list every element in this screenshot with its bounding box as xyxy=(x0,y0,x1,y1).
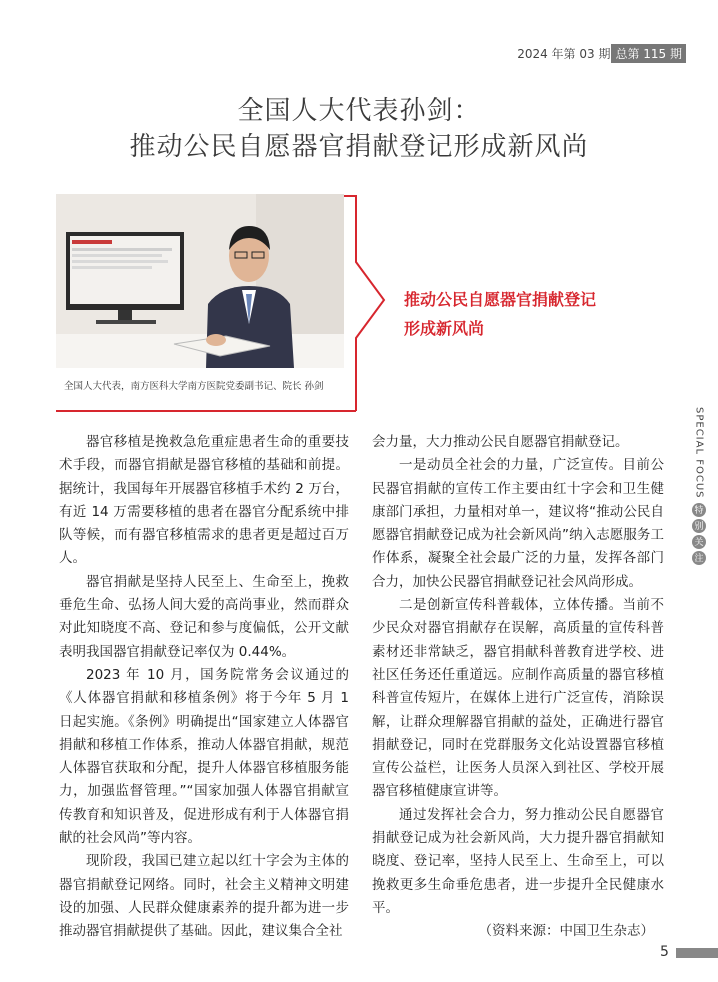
article-title-line2: 推动公民自愿器官捐献登记形成新风尚 xyxy=(129,132,589,162)
article-title-line1: 全国人大代表孙剑： xyxy=(237,96,481,126)
paragraph: 现阶段，我国已建立起以红十字会为主体的器官捐献登记网络。同时，社会主义精神文明建设的加强、人民群众健康素养的提升都为进一步推动器官捐献提供了基础。因此，建议集合全社 xyxy=(59,853,349,940)
paragraph: 二是创新宣传科普载体，立体传播。当前不少民众对器官捐献存在误解，高质量的宣传科普素材还非常缺乏，器官捐献科普教育进学校、进社区任务还任重道远。应制作高质量的器官移植科普宣传短片，在媒体上进行广泛宣传，消除误解，让群众理解器官捐献的益处，正确进行器官捐献登记，同时在党群服务文化站设置器官移植宣传公益栏，让医务人员深入到社区、学校开展器官移植健康宣讲等。 xyxy=(372,597,664,800)
body-column-left xyxy=(59,431,349,944)
body-column-right xyxy=(372,431,664,944)
paragraph: 通过发挥社会合力，努力推动公民自愿器官捐献登记成为社会新风尚，大力提升器官捐献知晓度、登记率，坚持人民至上、生命至上，可以挽救更多生命垂危患者，进一步提升全民健康水平。 xyxy=(372,806,664,916)
paragraph: 一是动员全社会的力量，广泛宣传。目前公民器官捐献的宣传工作主要由红十字会和卫生健康部门承担，力量相对单一，建议将“推动公民自愿器官捐献登记成为社会新风尚”纳入志愿服务工作体系，凝聚全社会最广泛的力量，发挥各部门合力，加快公民器官捐献登记社会风尚形成。 xyxy=(372,457,664,590)
section-label-char: 关 xyxy=(692,535,706,549)
section-label-char: 特 xyxy=(692,503,706,517)
section-label-char: 注 xyxy=(692,551,706,565)
side-title-line1: 推动公民自愿器官捐献登记 xyxy=(404,290,597,309)
source-note: （资料来源：中国卫生杂志） xyxy=(478,923,654,940)
issue-total-badge: 总第 115 期 xyxy=(611,44,686,63)
paragraph: 器官捐献是坚持人民至上、生命至上，挽救垂危生命、弘扬人间大爱的高尚事业，然而群众对此知晓度不高、登记和参与度偏低，公开文献表明我国器官捐献登记率仅为 0.44%。 xyxy=(59,573,349,660)
paragraph: 器官移植是挽救急危重症患者生命的重要技术手段，而器官捐献是器官移植的基础和前提。据统计，我国每年开展器官移植手术约 2 万台，有近 14 万需要移植的患者在器官分配系统中排队等候，而有器官移植需求的患者更是超过百万人。 xyxy=(59,434,349,567)
frame-bottom-line xyxy=(56,410,356,412)
issue-number: 2024 年第 03 期 xyxy=(517,47,611,61)
side-title-line2: 形成新风尚 xyxy=(404,319,485,338)
photo-caption: 全国人大代表，南方医科大学南方医院党委副书记、院长 孙剑 xyxy=(64,381,324,392)
page-number-bar xyxy=(676,948,718,958)
paragraph: 2023 年 10 月，国务院常务会议通过的《人体器官捐献和移植条例》将于今年 5 月 1 日起实施。《条例》明确提出“国家建立人体器官捐献和移植工作体系，推动人体器官捐献，规范人体器官获取和分配，提升人体器官移植服务能力，加强监督管理。”“国家加强人体器官捐献宣传教育和知识普及，促进形成有利于人体器官捐献的社会风尚”等内容。 xyxy=(59,666,349,847)
paragraph-continuation: 会力量，大力推动公民自愿器官捐献登记。 xyxy=(372,434,629,450)
section-label-en: SPECIAL FOCUS xyxy=(693,407,705,499)
page-number: 5 xyxy=(660,944,669,960)
section-label xyxy=(688,407,710,567)
red-frame xyxy=(0,0,718,430)
section-label-char: 别 xyxy=(692,519,706,533)
